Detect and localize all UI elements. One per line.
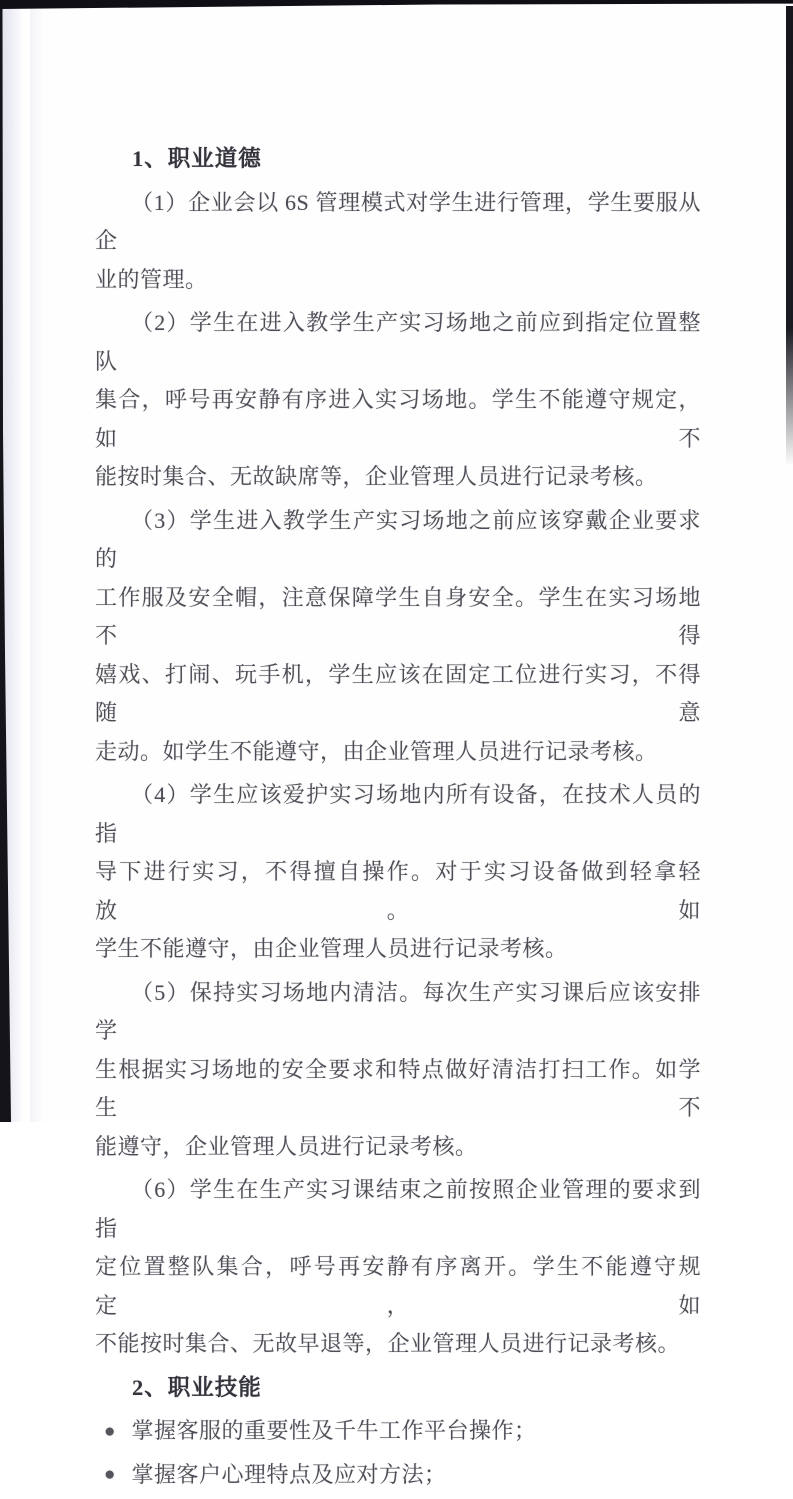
text-line: （4）学生应该爱护实习场地内所有设备，在技术人员的指 — [95, 782, 701, 846]
text-line: 嬉戏、打闹、玩手机，学生应该在固定工位进行实习，不得随意 — [95, 661, 701, 725]
bullet-text: 掌握客户心理特点及应对方法； — [131, 1461, 447, 1487]
text-line: 导下进行实习，不得擅自操作。对于实习设备做到轻拿轻放。如 — [95, 859, 701, 923]
heading-professional-ethics: 1、职业道德 — [132, 146, 262, 171]
text-line: （1）企业会以 6S 管理模式对学生进行管理，学生要服从企 — [95, 189, 701, 253]
text-line: 生根据实习场地的安全要求和特点做好清洁打扫工作。如学生不 — [95, 1056, 701, 1120]
bullet-dot-icon: ● — [104, 1420, 116, 1442]
text-line: 集合，呼号再安静有序进入实习场地。学生不能遵守规定，如不 — [95, 387, 701, 451]
scan-artifact-left-shadow-band-2 — [30, 8, 44, 1122]
text-line: 工作服及安全帽，注意保障学生自身安全。学生在实习场地不得 — [95, 584, 701, 648]
text-line: （6）学生在生产实习课结束之前按照企业管理的要求到指 — [95, 1177, 701, 1241]
scan-artifact-top-edge — [0, 0, 793, 9]
bullet-item-customer-psychology — [95, 1456, 701, 1495]
text-line: 不能按时集合、无故早退等，企业管理人员进行记录考核。 — [95, 1331, 681, 1356]
paragraph-ethics-2 — [95, 304, 701, 497]
bullet-dot-icon: ● — [104, 1464, 116, 1486]
text-line: 能按时集合、无故缺席等，企业管理人员进行记录考核。 — [95, 464, 658, 489]
text-line: （2）学生在进入教学生产实习场地之前应到指定位置整队 — [95, 310, 701, 374]
scan-artifact-right-edge — [786, 6, 793, 466]
heading-professional-skills: 2、职业技能 — [132, 1374, 262, 1400]
text-line: （3）学生进入教学生产实习场地之前应该穿戴企业要求的 — [95, 507, 701, 571]
paragraph-ethics-4 — [95, 776, 701, 969]
paragraph-ethics-6 — [95, 1171, 701, 1364]
text-line: 走动。如学生不能遵守，由企业管理人员进行记录考核。 — [95, 738, 658, 764]
text-line: 定位置整队集合，呼号再安静有序离开。学生不能遵守规定，如 — [95, 1254, 701, 1318]
paragraph-ethics-3 — [95, 502, 701, 772]
text-line: （5）保持实习场地内清洁。每次生产实习课后应该安排学 — [95, 979, 701, 1043]
text-line: 能遵守，企业管理人员进行记录考核。 — [95, 1133, 478, 1159]
paragraph-ethics-5 — [95, 974, 701, 1167]
bullet-item-qianniu-platform — [95, 1412, 701, 1451]
bullet-text: 掌握客服的重要性及千牛工作平台操作； — [131, 1418, 537, 1443]
text-line: 业的管理。 — [95, 266, 208, 292]
text-line: 学生不能遵守，由企业管理人员进行记录考核。 — [95, 936, 568, 961]
paragraph-ethics-1 — [95, 184, 701, 300]
document-content — [95, 140, 701, 1499]
